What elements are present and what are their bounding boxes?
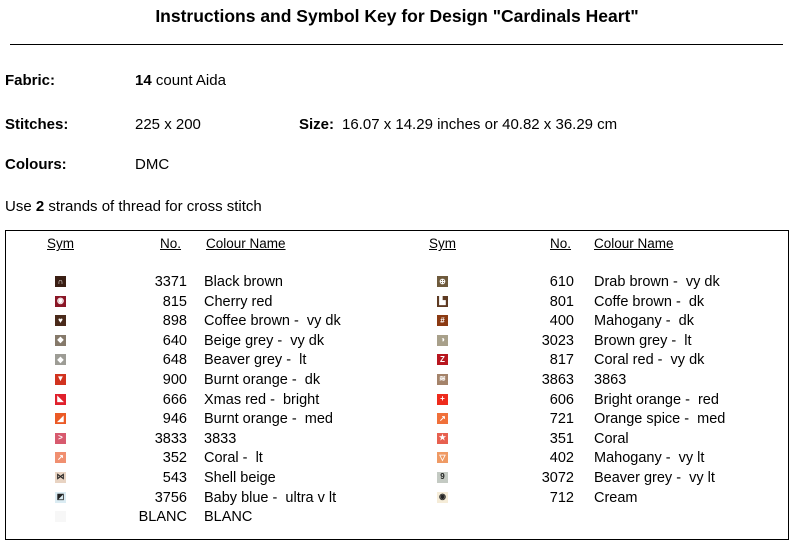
symbol-swatch-icon: ◩: [56, 492, 65, 502]
symbol-swatch-icon: ♥: [55, 315, 66, 326]
colours-label: Colours:: [5, 156, 67, 173]
strands-count: 2: [35, 198, 45, 215]
dmc-number: 946: [162, 411, 187, 428]
symbol-swatch-icon: ◉: [437, 492, 448, 503]
colour-name: Coral: [594, 430, 629, 447]
symbol-key-table: [5, 230, 789, 540]
header-no-right: No.: [550, 236, 572, 251]
colour-name: Burnt orange - med: [204, 411, 333, 428]
symbol-swatch-icon: ◢: [55, 413, 66, 424]
dmc-number: BLANC: [138, 509, 187, 526]
symbol-swatch-icon: ∩: [55, 276, 66, 287]
symbol-swatch-icon: ▙: [437, 296, 448, 307]
symbol-swatch-icon: ≋: [437, 374, 448, 385]
dmc-number: 610: [549, 274, 574, 290]
dmc-number: 3072: [541, 469, 574, 486]
dmc-number: 3023: [541, 332, 574, 349]
symbol-swatch-icon: #: [437, 315, 448, 326]
symbol-swatch-icon: ⊕: [437, 276, 448, 287]
colour-name: Baby blue - ultra v lt: [204, 489, 337, 506]
colour-name: Coffee brown - vy dk: [204, 313, 341, 330]
fabric-value: [135, 72, 226, 89]
symbol-swatch-icon: ★: [438, 433, 447, 443]
colour-name: Orange spice - med: [594, 411, 726, 428]
fabric-label: Fabric:: [5, 72, 56, 89]
strands-pre: Use: [5, 198, 36, 215]
colour-name: Drab brown - vy dk: [594, 274, 720, 290]
header-sym-left: Sym: [47, 236, 74, 251]
dmc-number: 3756: [154, 489, 187, 506]
dmc-number: 815: [162, 293, 187, 310]
colour-name: Xmas red - bright: [204, 391, 320, 408]
symbol-swatch-icon: +: [437, 394, 448, 405]
dmc-number: 606: [549, 391, 574, 408]
dmc-number: 898: [162, 313, 187, 330]
dmc-number: 400: [549, 313, 574, 330]
symbol-swatch-icon: ◣: [55, 394, 66, 405]
dmc-number: 666: [162, 391, 187, 408]
colour-name: 3833: [204, 430, 237, 447]
size-label: Size:: [299, 116, 335, 133]
colour-name: Beige grey - vy dk: [204, 332, 325, 349]
symbol-swatch-icon: 9: [437, 472, 448, 483]
dmc-number: 543: [162, 469, 187, 486]
dmc-number: 900: [162, 371, 187, 388]
dmc-number: 801: [549, 293, 574, 310]
symbol-swatch-icon: ◆: [55, 335, 66, 346]
symbol-swatch-icon: ◑: [437, 335, 448, 346]
symbol-swatch-icon: ▽: [437, 452, 448, 463]
strands-post: strands of thread for cross stitch: [44, 198, 262, 215]
colour-name: BLANC: [204, 509, 253, 526]
dmc-number: 402: [549, 450, 574, 467]
symbol-swatch-icon: ▼: [56, 374, 65, 384]
header-colour-name-left: Colour Name: [206, 236, 286, 251]
symbol-swatch-icon: [55, 511, 66, 522]
dmc-number: 3371: [154, 274, 187, 290]
colours-value: DMC: [135, 156, 170, 173]
colour-name: Mahogany - vy lt: [594, 450, 705, 467]
colour-name: Brown grey - lt: [594, 332, 692, 349]
dmc-number: 817: [549, 352, 574, 369]
dmc-number: 721: [549, 411, 574, 428]
colour-name: Mahogany - dk: [594, 313, 694, 330]
symbol-swatch-icon: >: [55, 433, 66, 444]
symbol-swatch-icon: ↗: [55, 452, 66, 463]
dmc-number: 640: [162, 332, 187, 349]
symbol-swatch-icon: ↗: [437, 413, 448, 424]
dmc-number: 712: [549, 489, 574, 506]
colour-name: Shell beige: [204, 469, 276, 486]
size-value: 16.07 x 14.29 inches or 40.82 x 36.29 cm: [342, 116, 618, 133]
dmc-number: 351: [549, 430, 574, 447]
colour-name: Cherry red: [204, 293, 273, 310]
colour-name: Beaver grey - lt: [204, 352, 307, 369]
fabric-count: 14: [135, 72, 152, 89]
stitches-value: 225 x 200: [135, 116, 201, 133]
colour-name: Black brown: [204, 274, 283, 290]
colour-name: Coral red - vy dk: [594, 352, 705, 369]
page-title: Instructions and Symbol Key for Design "Cardinals Heart": [155, 6, 639, 26]
header-no-left: No.: [160, 236, 182, 251]
colour-name: Beaver grey - vy lt: [594, 469, 715, 486]
symbol-swatch-icon: Z: [437, 354, 448, 365]
colour-name: Coral - lt: [204, 450, 263, 467]
title-divider: [10, 44, 783, 45]
colour-name: Coffe brown - dk: [594, 293, 705, 310]
header-colour-name-right: Colour Name: [594, 236, 674, 251]
colour-name: Burnt orange - dk: [204, 371, 321, 388]
dmc-number: 3833: [154, 430, 187, 447]
symbol-swatch-icon: ◉: [55, 296, 66, 307]
symbol-swatch-icon: ⋈: [56, 472, 65, 482]
colour-name: Bright orange - red: [594, 391, 719, 408]
fabric-text: count Aida: [151, 72, 226, 89]
header-sym-right: Sym: [429, 236, 456, 251]
colour-name: 3863: [594, 371, 627, 388]
dmc-number: 648: [162, 352, 187, 369]
dmc-number: 352: [162, 450, 187, 467]
strands-instruction: [5, 198, 262, 215]
stitches-label: Stitches:: [5, 116, 69, 133]
symbol-swatch-icon: ◆: [55, 354, 66, 365]
dmc-number: 3863: [541, 371, 574, 388]
colour-name: Cream: [594, 489, 638, 506]
